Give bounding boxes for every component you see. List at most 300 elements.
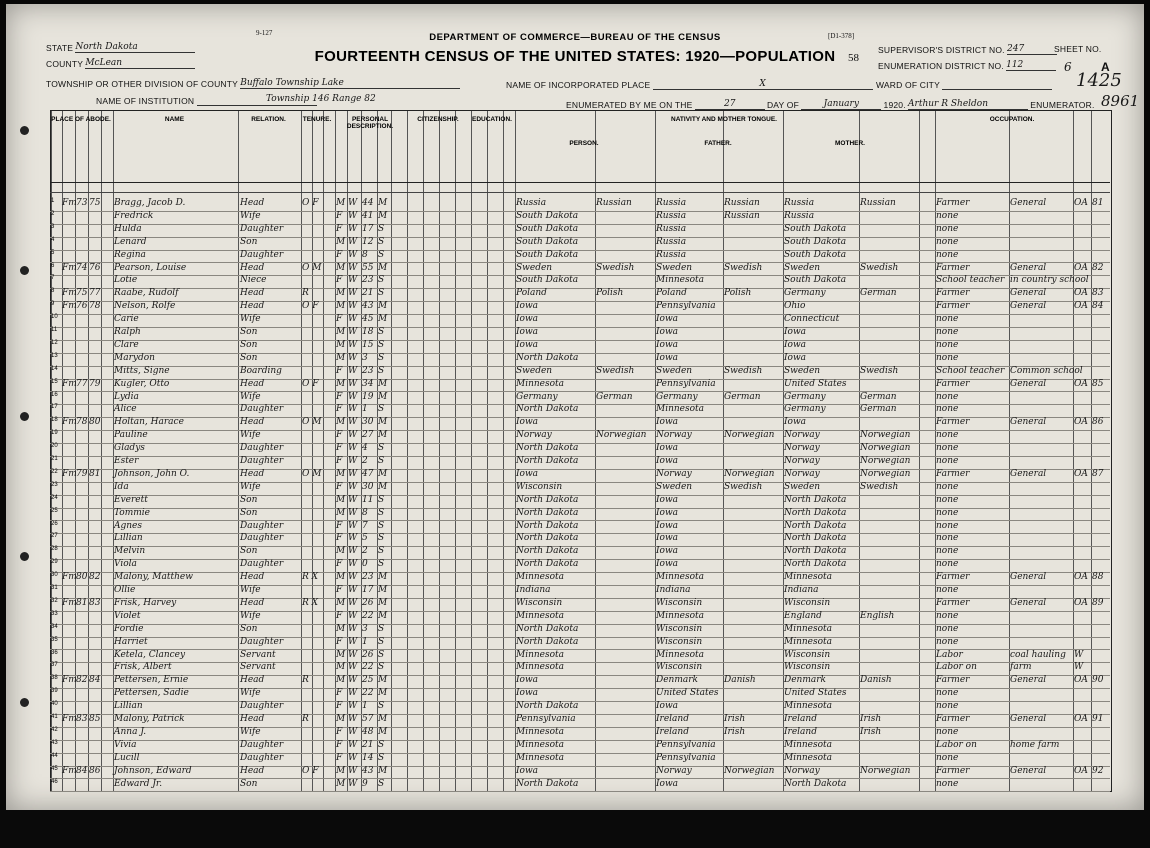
cell-age: 11 <box>362 494 374 505</box>
cell-ind: General <box>1010 288 1047 299</box>
table-row <box>50 546 1110 560</box>
cell-age: 12 <box>362 236 374 247</box>
cell-mtongue: Danish <box>860 675 892 686</box>
cell-fbp: Sweden <box>656 262 693 273</box>
cell-occ: none <box>936 585 959 595</box>
cell-ind: General <box>1010 417 1047 428</box>
table-row <box>50 779 1110 793</box>
cell-relation: Head <box>240 714 265 724</box>
cell-mbp: Norway <box>784 765 820 776</box>
cell-name: Clare <box>114 339 139 350</box>
cell-tenure: O M <box>302 468 322 479</box>
cell-sex: F <box>336 404 343 415</box>
cell-occ: none <box>936 314 959 325</box>
cell-name: Harriet <box>114 636 148 647</box>
cell-fbp: United States <box>656 688 719 699</box>
cell-marital: M <box>378 314 388 325</box>
cell-tenure: R <box>302 675 309 686</box>
row-number: 7 <box>51 275 55 282</box>
cell-relation: Head <box>240 417 265 428</box>
table-row <box>50 366 1110 380</box>
cell-name: Bragg, Jacob D. <box>114 198 186 208</box>
cell-race: W <box>348 288 358 299</box>
cell-tongue: Swedish <box>596 365 635 376</box>
table-row <box>50 379 1110 393</box>
cell-ind: General <box>1010 765 1047 776</box>
cell-mbp: North Dakota <box>784 507 847 518</box>
cell-mbp: Russia <box>784 198 815 208</box>
cell-name: Marydon <box>114 352 155 363</box>
cell-name: Fredrick <box>114 210 154 221</box>
enum-district-value: 112 <box>1006 60 1056 71</box>
cell-race: W <box>348 249 358 260</box>
cell-fbp: Sweden <box>656 481 693 492</box>
cell-mbp: Indiana <box>784 585 819 595</box>
group-name: NAME <box>164 116 185 123</box>
cell-occ: none <box>936 339 959 350</box>
cell-occ: none <box>936 533 959 544</box>
cell-fbp: Norway <box>656 430 692 441</box>
cell-relation: Wife <box>240 481 261 492</box>
cell-relation: Daughter <box>240 404 284 415</box>
cell-marital: S <box>378 752 385 763</box>
cell-dwelling: 75 <box>76 288 88 299</box>
cell-code: 90 <box>1092 675 1104 686</box>
cell-marital: S <box>378 546 385 557</box>
cell-age: 26 <box>362 597 374 608</box>
cell-class: W <box>1074 649 1084 660</box>
cell-occ: none <box>936 210 959 221</box>
cell-age: 9 <box>362 778 368 789</box>
county-label: COUNTY <box>46 59 84 69</box>
cell-relation: Son <box>240 339 258 350</box>
cell-dwelling: 77 <box>76 378 88 389</box>
cell-ind: General <box>1010 198 1047 208</box>
cell-mbp: North Dakota <box>784 559 847 570</box>
cell-race: W <box>348 327 358 337</box>
cell-age: 43 <box>362 765 374 776</box>
group-occupation: OCCUPATION. <box>989 116 1035 123</box>
cell-ind: General <box>1010 597 1047 608</box>
cell-relation: Son <box>240 236 258 247</box>
table-row <box>50 340 1110 354</box>
table-row <box>50 482 1110 496</box>
cell-fbp: Minnesota <box>656 649 705 660</box>
state-label: STATE <box>46 43 74 53</box>
cell-mbp: Wisconsin <box>784 649 831 660</box>
table-row <box>50 353 1110 367</box>
cell-mtongue: Norwegian <box>860 456 911 466</box>
cell-race: W <box>348 456 358 466</box>
cell-fbp: Russia <box>656 210 687 221</box>
cell-bp: North Dakota <box>516 636 579 647</box>
cell-sex: F <box>336 701 343 712</box>
group-tenure: TENURE. <box>302 116 332 123</box>
cell-age: 45 <box>362 314 374 325</box>
cell-age: 3 <box>362 352 368 363</box>
cell-name: Mitts, Signe <box>114 365 170 376</box>
cell-sex: F <box>336 210 343 221</box>
cell-code: 81 <box>1092 198 1104 208</box>
cell-fbp: Iowa <box>656 339 679 350</box>
cell-sex: M <box>336 378 346 389</box>
cell-bp: South Dakota <box>516 275 579 286</box>
cell-farm: Fm <box>62 288 77 299</box>
cell-marital: S <box>378 623 385 634</box>
cell-mtongue: Norwegian <box>860 765 911 776</box>
cell-race: W <box>348 559 358 570</box>
cell-age: 23 <box>362 365 374 376</box>
cell-race: W <box>348 649 358 660</box>
cell-occ: Labor on <box>936 739 977 750</box>
table-row <box>50 701 1110 715</box>
cell-class: W <box>1074 662 1084 673</box>
cell-mbp: Norway <box>784 468 820 479</box>
cell-occ: Farmer <box>936 378 970 389</box>
table-row <box>50 327 1110 341</box>
cell-age: 1 <box>362 636 368 647</box>
cell-fbp: Iowa <box>656 507 679 518</box>
cell-sex: M <box>336 649 346 660</box>
cell-race: W <box>348 262 358 273</box>
cell-marital: S <box>378 365 385 376</box>
census-sheet <box>6 4 1144 810</box>
cell-class: OA <box>1074 378 1088 389</box>
cell-name: Everett <box>114 494 148 505</box>
cell-race: W <box>348 365 358 376</box>
cell-race: W <box>348 494 358 505</box>
cell-age: 21 <box>362 739 374 750</box>
table-row <box>50 508 1110 522</box>
cell-occ: Farmer <box>936 417 970 428</box>
cell-sex: F <box>336 726 343 737</box>
cell-relation: Wife <box>240 314 261 325</box>
table-row <box>50 224 1110 238</box>
cell-name: Nelson, Rolfe <box>114 301 176 312</box>
binding-hole <box>20 412 29 421</box>
cell-ftongue: Irish <box>724 714 746 724</box>
cell-race: W <box>348 404 358 415</box>
table-row <box>50 314 1110 328</box>
cell-age: 30 <box>362 417 374 428</box>
row-number: 37 <box>51 662 58 669</box>
cell-dwelling: 78 <box>76 417 88 428</box>
cell-fbp: Denmark <box>656 675 698 686</box>
cell-tenure: O M <box>302 262 322 273</box>
cell-mbp: South Dakota <box>784 275 847 286</box>
cell-bp: Russia <box>516 198 547 208</box>
table-row <box>50 263 1110 277</box>
cell-ftongue: Swedish <box>724 481 763 492</box>
row-number: 18 <box>51 417 58 424</box>
cell-mbp: Ohio <box>784 301 806 312</box>
enumerator-name: Arthur R Sheldon <box>908 99 1028 110</box>
cell-mbp: Russia <box>784 210 815 221</box>
cell-relation: Daughter <box>240 701 284 712</box>
cell-relation: Head <box>240 765 265 776</box>
cell-race: W <box>348 275 358 286</box>
cell-name: Johnson, Edward <box>114 765 192 776</box>
cell-marital: M <box>378 481 388 492</box>
cell-bp: Iowa <box>516 675 539 686</box>
cell-fbp: Iowa <box>656 314 679 325</box>
cell-name: Pauline <box>114 430 148 441</box>
cell-race: W <box>348 481 358 492</box>
cell-class: OA <box>1074 262 1088 273</box>
cell-name: Raabe, Rudolf <box>114 288 179 299</box>
cell-class: OA <box>1074 417 1088 428</box>
cell-age: 43 <box>362 301 374 312</box>
cell-bp: Minnesota <box>516 378 565 389</box>
cell-age: 2 <box>362 456 368 466</box>
table-row <box>50 727 1110 741</box>
cell-occ: none <box>936 481 959 492</box>
cell-dwelling: 82 <box>76 675 88 686</box>
cell-sex: F <box>336 752 343 763</box>
cell-dwelling: 76 <box>76 301 88 312</box>
cell-age: 0 <box>362 559 368 570</box>
cell-relation: Daughter <box>240 752 284 763</box>
cell-mtongue: Irish <box>860 726 882 737</box>
form-code: [D1-378] <box>828 32 855 40</box>
table-row <box>50 572 1110 586</box>
table-row <box>50 469 1110 483</box>
cell-race: W <box>348 507 358 518</box>
cell-age: 7 <box>362 520 368 531</box>
cell-mbp: Iowa <box>784 417 807 428</box>
group-citizenship: CITIZENSHIP. <box>417 116 459 123</box>
cell-relation: Niece <box>240 275 267 286</box>
binding-hole <box>20 552 29 561</box>
supervisor-value: 247 <box>1007 44 1057 55</box>
cell-marital: M <box>378 198 388 208</box>
cell-fbp: Iowa <box>656 778 679 789</box>
year-label: 1920. <box>883 100 906 110</box>
cell-bp: Iowa <box>516 417 539 428</box>
group-personal: PERSONAL DESCRIPTION. <box>346 116 394 130</box>
cell-mbp: Minnesota <box>784 739 833 750</box>
cell-ftongue: German <box>724 391 761 402</box>
cell-mtongue: Norwegian <box>860 443 911 454</box>
cell-occ: none <box>936 752 959 763</box>
row-number: 43 <box>51 739 58 746</box>
cell-mbp: North Dakota <box>784 520 847 531</box>
cell-fbp: Minnesota <box>656 610 705 621</box>
cell-tenure: R X <box>302 597 319 608</box>
cell-bp: Minnesota <box>516 572 565 583</box>
stamp-number: 1425 <box>1076 70 1122 91</box>
cell-relation: Head <box>240 262 265 273</box>
cell-tenure: O F <box>302 301 319 312</box>
cell-sex: M <box>336 262 346 273</box>
cell-code: 82 <box>1092 262 1104 273</box>
cell-sex: F <box>336 688 343 699</box>
cell-marital: S <box>378 352 385 363</box>
cell-bp: North Dakota <box>516 778 579 789</box>
row-number: 40 <box>51 701 58 708</box>
cell-mtongue: Irish <box>860 714 882 724</box>
cell-name: Ralph <box>114 327 141 337</box>
cell-marital: S <box>378 443 385 454</box>
cell-mbp: Norway <box>784 430 820 441</box>
cell-marital: S <box>378 456 385 466</box>
cell-race: W <box>348 726 358 737</box>
row-number: 3 <box>51 223 55 230</box>
cell-dwelling: 84 <box>76 765 88 776</box>
cell-class: OA <box>1074 765 1088 776</box>
column-numbers <box>50 182 1110 193</box>
cell-relation: Wife <box>240 585 261 595</box>
cell-bp: North Dakota <box>516 456 579 466</box>
cell-marital: S <box>378 249 385 260</box>
cell-race: W <box>348 210 358 221</box>
cell-race: W <box>348 688 358 699</box>
cell-marital: M <box>378 430 388 441</box>
cell-marital: S <box>378 739 385 750</box>
cell-fbp: Ireland <box>656 714 689 724</box>
table-row <box>50 637 1110 651</box>
cell-age: 3 <box>362 623 368 634</box>
cell-sex: M <box>336 301 346 312</box>
cell-farm: Fm <box>62 468 77 479</box>
binding-hole <box>20 698 29 707</box>
row-number: 16 <box>51 391 58 398</box>
cell-occ: none <box>936 778 959 789</box>
cell-fbp: Norway <box>656 468 692 479</box>
cell-fbp: Russia <box>656 236 687 247</box>
table-row <box>50 766 1110 780</box>
row-number: 46 <box>51 778 58 785</box>
cell-occ: none <box>936 494 959 505</box>
cell-class: OA <box>1074 597 1088 608</box>
cell-mbp: South Dakota <box>784 249 847 260</box>
cell-ind: General <box>1010 714 1047 724</box>
cell-bp: Iowa <box>516 339 539 350</box>
row-number: 14 <box>51 365 58 372</box>
cell-age: 25 <box>362 675 374 686</box>
cell-marital: S <box>378 404 385 415</box>
cell-bp: Norway <box>516 430 552 441</box>
cell-relation: Head <box>240 597 265 608</box>
cell-mtongue: German <box>860 391 897 402</box>
cell-mtongue: Russian <box>860 198 896 208</box>
cell-bp: North Dakota <box>516 546 579 557</box>
cell-relation: Son <box>240 327 258 337</box>
row-number: 31 <box>51 585 58 591</box>
cell-mbp: England <box>784 610 822 621</box>
row-number: 24 <box>51 494 58 501</box>
cell-tongue: Russian <box>596 198 632 208</box>
state-value: North Dakota <box>75 42 195 53</box>
cell-bp: Sweden <box>516 365 553 376</box>
cell-sex: M <box>336 662 346 673</box>
cell-tenure: R X <box>302 572 319 583</box>
cell-age: 27 <box>362 430 374 441</box>
table-row <box>50 275 1110 289</box>
cell-class: OA <box>1074 714 1088 724</box>
cell-dwelling: 83 <box>76 714 88 724</box>
cell-marital: S <box>378 649 385 660</box>
township-label: TOWNSHIP OR OTHER DIVISION OF COUNTY <box>46 79 239 89</box>
cell-relation: Daughter <box>240 443 284 454</box>
group-person: PERSON. <box>569 140 599 147</box>
cell-race: W <box>348 430 358 441</box>
cell-family: 78 <box>89 301 101 312</box>
row-number: 45 <box>51 765 58 772</box>
cell-class: OA <box>1074 301 1088 312</box>
cell-sex: F <box>336 314 343 325</box>
cell-race: W <box>348 739 358 750</box>
cell-relation: Wife <box>240 688 261 699</box>
cell-dwelling: 73 <box>76 198 88 208</box>
cell-ind: General <box>1010 301 1047 312</box>
cell-age: 21 <box>362 288 374 299</box>
cell-sex: F <box>336 739 343 750</box>
cell-name: Viola <box>114 559 137 570</box>
cell-occ: none <box>936 456 959 466</box>
cell-occ: Farmer <box>936 198 970 208</box>
cell-occ: none <box>936 223 959 234</box>
cell-code: 85 <box>1092 378 1104 389</box>
cell-name: Fordie <box>114 623 144 634</box>
cell-age: 14 <box>362 752 374 763</box>
cell-occ: none <box>936 443 959 454</box>
cell-occ: none <box>936 701 959 712</box>
cell-race: W <box>348 585 358 595</box>
cell-marital: M <box>378 597 388 608</box>
table-row <box>50 559 1110 573</box>
column-header <box>50 112 1110 183</box>
cell-sex: M <box>336 288 346 299</box>
cell-marital: S <box>378 327 385 337</box>
cell-fbp: Minnesota <box>656 275 705 286</box>
table-row <box>50 288 1110 302</box>
cell-race: W <box>348 198 358 208</box>
cell-bp: Iowa <box>516 314 539 325</box>
table-row <box>50 611 1110 625</box>
cell-name: Gladys <box>114 443 145 454</box>
cell-marital: M <box>378 417 388 428</box>
cell-occ: none <box>936 610 959 621</box>
cell-occ: Farmer <box>936 714 970 724</box>
cell-fbp: Iowa <box>656 456 679 466</box>
cell-name: Lillian <box>114 701 143 712</box>
institution-value <box>197 105 317 106</box>
table-row <box>50 237 1110 251</box>
cell-occ: none <box>936 352 959 363</box>
cell-relation: Son <box>240 623 258 634</box>
day-of-label: DAY OF <box>766 100 800 110</box>
cell-mbp: Sweden <box>784 262 821 273</box>
cell-fbp: Iowa <box>656 443 679 454</box>
cell-bp: Minnesota <box>516 726 565 737</box>
table-row <box>50 675 1110 689</box>
cell-ind: Common school <box>1010 365 1083 376</box>
place-label: NAME OF INCORPORATED PLACE <box>506 80 651 90</box>
cell-code: 87 <box>1092 468 1104 479</box>
cell-name: Lillian <box>114 533 143 544</box>
cell-family: 84 <box>89 675 101 686</box>
place-value: X <box>653 79 873 90</box>
cell-sex: F <box>336 481 343 492</box>
cell-name: Anna J. <box>114 726 147 737</box>
cell-bp: North Dakota <box>516 533 579 544</box>
cell-fbp: Iowa <box>656 546 679 557</box>
cell-mbp: Wisconsin <box>784 597 831 608</box>
cell-relation: Daughter <box>240 533 284 544</box>
cell-fbp: Indiana <box>656 585 691 595</box>
cell-marital: M <box>378 675 388 686</box>
